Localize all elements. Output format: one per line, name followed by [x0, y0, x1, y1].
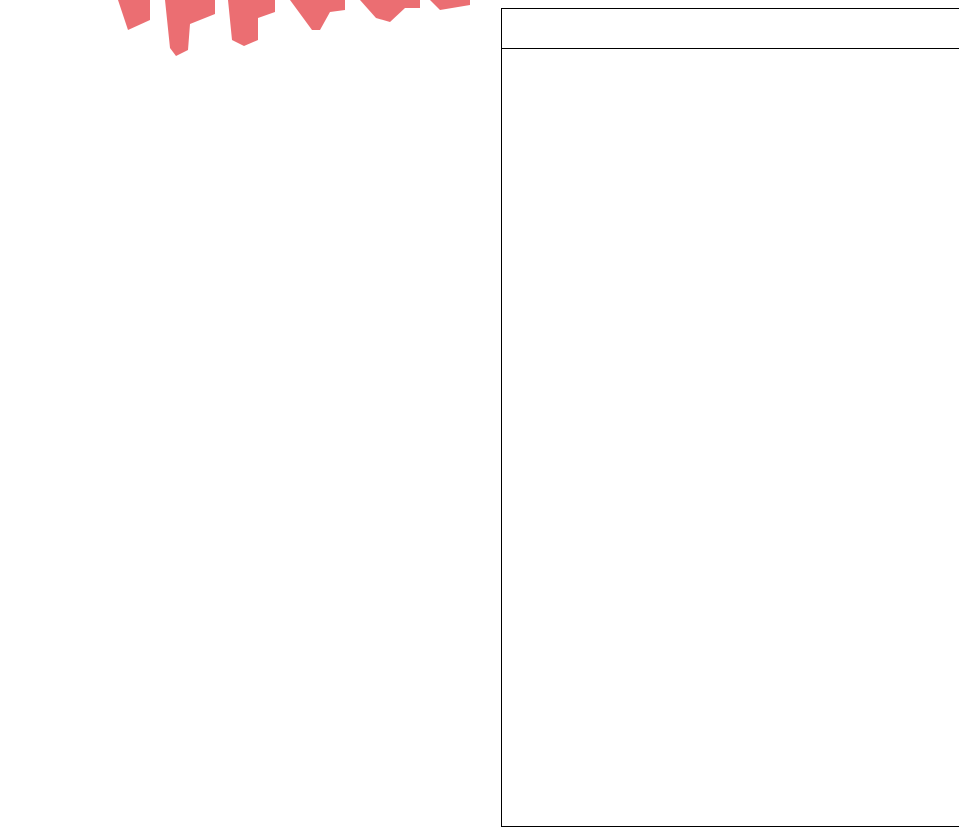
table-title: [502, 9, 959, 49]
pin-mnemonics-table: [501, 8, 959, 827]
